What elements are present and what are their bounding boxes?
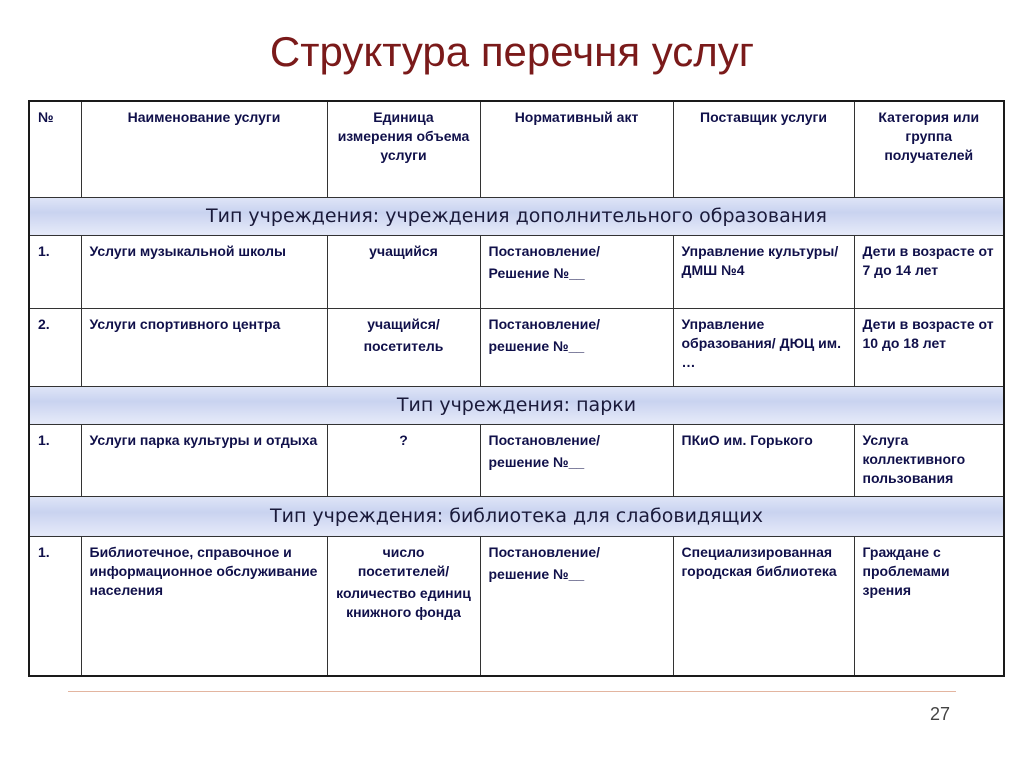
recipients: Дети в возрасте от 10 до 18 лет xyxy=(854,308,1004,386)
act-line: решение №__ xyxy=(488,453,585,470)
section-row xyxy=(29,496,1004,536)
act-line: Постановление/ xyxy=(488,315,601,332)
row-number: 2. xyxy=(29,308,81,386)
service-name: Услуги спортивного центра xyxy=(81,308,327,386)
page-number: 27 xyxy=(929,704,950,724)
service-name: Услуги парка культуры и отдыха xyxy=(81,424,327,496)
unit-line: учащийся xyxy=(369,242,438,259)
recipients: Граждане с проблемами зрения xyxy=(854,536,1004,676)
footer-divider xyxy=(68,691,956,692)
section-heading: Тип учреждения: учреждения дополнительного образования xyxy=(29,197,1004,235)
act-line: решение №__ xyxy=(488,337,585,354)
unit-line: ? xyxy=(399,431,408,448)
recipients: Услуга коллективного пользования xyxy=(854,424,1004,496)
table-row xyxy=(29,235,1004,308)
unit-line: число посетителей/ xyxy=(357,543,450,579)
table-row xyxy=(29,424,1004,496)
table-row xyxy=(29,536,1004,676)
page-title: Структура перечня услуг xyxy=(269,28,755,75)
col-header-provider: Поставщик услуги xyxy=(673,101,854,197)
act-cell xyxy=(480,424,673,496)
provider: ПКиО им. Горького xyxy=(673,424,854,496)
unit-cell xyxy=(327,536,480,676)
provider: Управление образования/ ДЮЦ им. … xyxy=(673,308,854,386)
table-row xyxy=(29,308,1004,386)
act-cell xyxy=(480,308,673,386)
col-header-recipients: Категория или группа получателей xyxy=(854,101,1004,197)
col-header-unit: Единица измерения объема услуги xyxy=(327,101,480,197)
act-line: решение №__ xyxy=(488,565,585,582)
col-header-act: Нормативный акт xyxy=(480,101,673,197)
service-name: Услуги музыкальной школы xyxy=(81,235,327,308)
section-heading: Тип учреждения: парки xyxy=(29,386,1004,424)
unit-line: учащийся/ xyxy=(367,315,440,332)
section-heading: Тип учреждения: библиотека для слабовидящих xyxy=(29,496,1004,536)
col-header-service-name: Наименование услуги xyxy=(81,101,327,197)
provider: Специализированная городская библиотека xyxy=(673,536,854,676)
act-line: Постановление/ xyxy=(488,431,601,448)
act-line: Решение №__ xyxy=(488,264,585,281)
provider: Управление культуры/ ДМШ №4 xyxy=(673,235,854,308)
unit-cell xyxy=(327,235,480,308)
unit-cell xyxy=(327,308,480,386)
row-number: 1. xyxy=(29,536,81,676)
row-number: 1. xyxy=(29,424,81,496)
col-header-number: № xyxy=(29,101,81,197)
unit-cell xyxy=(327,424,480,496)
header-row xyxy=(29,101,1004,197)
section-row xyxy=(29,197,1004,235)
recipients: Дети в возрасте от 7 до 14 лет xyxy=(854,235,1004,308)
unit-line: посетитель xyxy=(363,337,444,354)
act-cell xyxy=(480,536,673,676)
service-name: Библиотечное, справочное и информационное обслуживание населения xyxy=(81,536,327,676)
section-row xyxy=(29,386,1004,424)
row-number: 1. xyxy=(29,235,81,308)
act-cell xyxy=(480,235,673,308)
act-line: Постановление/ xyxy=(488,242,601,259)
services-table xyxy=(28,100,1005,677)
unit-line: количество единиц книжного фонда xyxy=(336,584,471,620)
act-line: Постановление/ xyxy=(488,543,601,560)
